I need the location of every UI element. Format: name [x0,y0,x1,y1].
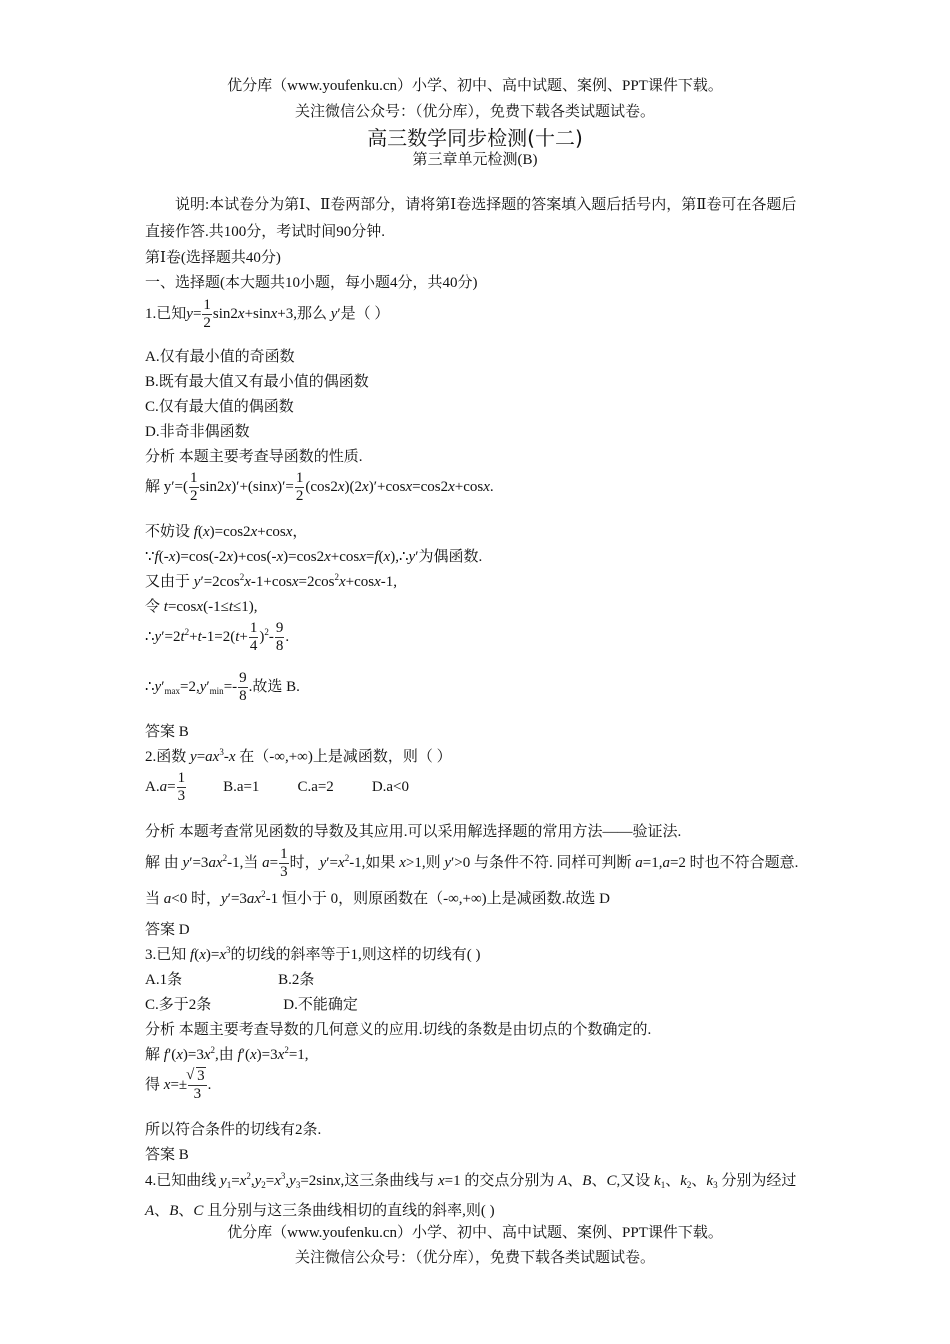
q1-solution-4: 又由于 $y'=2\cos^2x-1+\cos x=2\cos^2x+\cos x-1$, [145,572,398,590]
intro-paragraph: 说明:本试卷分为第Ⅰ、Ⅱ卷两部分，请将第Ⅰ卷选择题的答案填入题后括号内，第Ⅱ卷可在各题后直接作答.共100分，考试时间90分钟. [145,197,797,240]
q3-analysis: 分析 本题主要考查导数的几何意义的应用.切线的条数是由切点的个数确定的. [145,1022,652,1038]
q1-solution-5: 令 t=cosx(-1≤t≤1), [145,599,258,615]
q3-option-d: D.不能确定 [283,997,358,1013]
q1-option-b: B.既有最大值又有最小值的偶函数 [145,374,369,390]
q1-solution-1: 解 y′=( $\frac{1}{2}$ sin2x)′+(sinx)′= $\frac{1}{2}$ (cos2x)(2x)′+cosx=cos2x+cosx. [145,470,494,504]
q2-option-d: D.a<0 [371,778,410,795]
q3-answer: 答案 B [145,1147,189,1163]
header-line-2: 关注微信公众号：（优分库），免费下载各类试题试卷。 [294,104,655,120]
q2-stem: 2.函数 $y=ax^3-x$ 在（-∞,+∞)上是减函数，则（ ） [145,747,452,765]
q3-stem: 3.已知 $f(x)=x^3$的切线的斜率等于1,则这样的切线有( ) [145,945,481,963]
q3-solution-2: 得 x=± √ $\frac{3}{3}$ . [145,1068,211,1103]
footer-line-1: 优分库（www.youfenku.cn）小学、初中、高中试题、案例、PPT课件下载。 [227,1225,723,1241]
footer-line-2: 关注微信公众号：（优分库），免费下载各类试题试卷。 [294,1250,655,1266]
q2-analysis: 分析 本题考查常见函数的导数及其应用.可以采用解选择题的常用方法——验证法. [145,824,682,840]
q1-analysis: 分析 本题主要考查导函数的性质. [145,449,363,465]
q3-option-c: C.多于2条 [145,997,212,1013]
header-line-1: 优分库（www.youfenku.cn）小学、初中、高中试题、案例、PPT课件下载。 [227,78,723,94]
q3-options-row-1 [145,968,314,989]
q2-option-c: C.a=2 [297,778,334,795]
q2-solution: 解 由 $y'=3ax^2-1$,当 a= $\frac{1}{3}$ 时，$y'=x^2-1$,如果 x>1,则 y′>0 与条件不符. 同样可判断 a=1,a=2 时也不符合题意. 当 a<0 时，$y'=3ax^2-1$ 恒小于 0，则原函数在（-∞,+∞)上是减函数.故选 D [145,846,799,908]
q1-solution-6: $\therefore y'=2t^2+t-1=2(t+$ $\frac{1}{4}$ )$^2$- $\frac{9}{8}$ . [145,620,290,654]
q3-options-row-2 [145,993,358,1014]
q3-option-a: A.1条 [145,972,183,988]
q1-option-c: C.仅有最大值的偶函数 [145,399,294,415]
q2-options: A.a= $\frac{1}{3}$ B.a=1 C.a=2 D.a<0 [145,770,410,804]
q2-answer: 答案 D [145,922,190,938]
section1-title: 一、选择题(本大题共10小题，每小题4分，共40分) [145,275,478,291]
q2-option-b: B.a=1 [223,778,260,795]
q3-solution-1: 解 $f'(x)=3x^2$,由 $f'(x)=3x^2=1$, [145,1045,309,1063]
q3-conclusion: 所以符合条件的切线有2条. [145,1122,322,1138]
q1-solution-7: $\therefore y'_{max}=2,y'_{min}=-$ $\frac{9}{8}$ .故选 B. [145,670,300,704]
page-subtitle: 第三章单元检测(B) [412,152,538,168]
q1-option-d: D.非奇非偶函数 [145,424,250,440]
q1-answer: 答案 B [145,724,189,740]
q1-option-a: A.仅有最小值的奇函数 [145,349,295,365]
part1-title: 第Ⅰ卷(选择题共40分) [145,250,281,266]
page-title: 高三数学同步检测(十二) [367,126,583,150]
q1-solution-2: 不妨设 f(x)=cos2x+cosx， [145,524,308,540]
q1-stem: 1.已知y= $\frac{1}{2}$ sin2x+sinx+3,那么 y′是（ ） [145,297,390,331]
q4-stem: 4.已知曲线 $y_1=x^2,y_2=x^3,y_3=2\sin x$,这三条曲线与 x=1 的交点分别为 A、B、C,又设 $k_1$、$k_2$、$k_3$ 分别为经过 A、B、C 且分别与这三条曲线相切的直线的斜率,则( ) [145,1171,797,1219]
q1-solution-3: ∵f(-x)=cos(-2x)+cos(-x)=cos2x+cosx=f(x),∴y′为偶函数. [145,549,483,565]
q3-option-b: B.2条 [278,972,315,988]
